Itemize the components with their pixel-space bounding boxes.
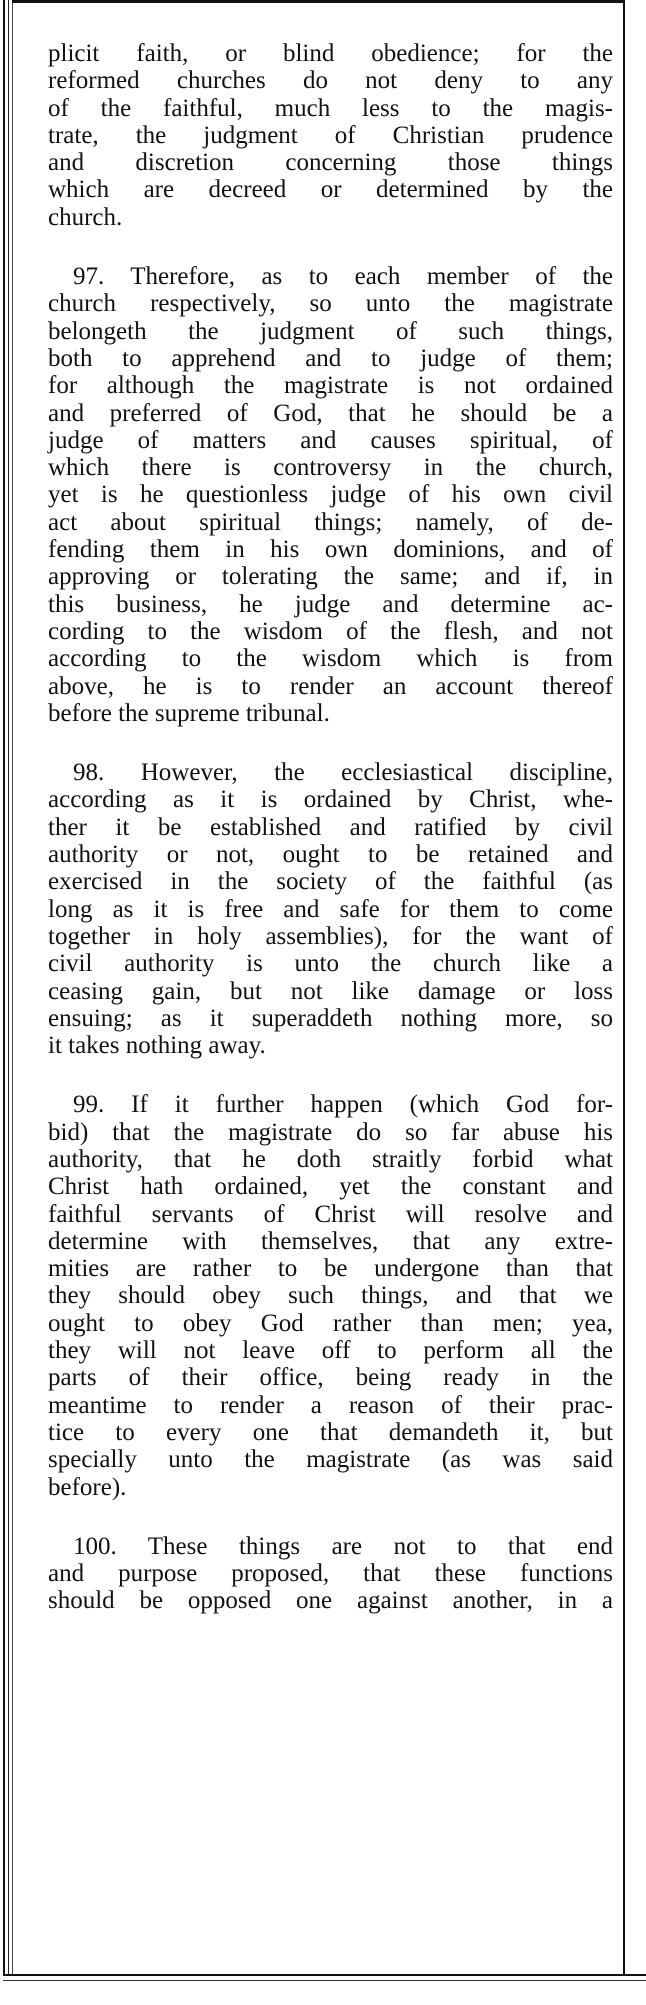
text-line: authority or not, ought to be retained and xyxy=(48,841,613,869)
text-line: 98. However, the ecclesiastical discipline, xyxy=(73,759,613,787)
paragraph-99 xyxy=(48,1091,613,1500)
text-line: ceasing gain, but not like damage or loss xyxy=(48,977,613,1005)
text-line: they will not leave off to perform all the xyxy=(48,1337,613,1365)
text-line: parts of their office, being ready in the xyxy=(48,1364,613,1392)
text-line: plicit faith, or blind obedience; for the xyxy=(48,40,613,67)
text-line: ought to obey God rather than men; yea, xyxy=(48,1309,613,1337)
text-line: for although the magistrate is not ordained xyxy=(48,372,613,400)
text-line: mities are rather to be undergone than that xyxy=(48,1255,613,1283)
text-line: judge of matters and causes spiritual, of xyxy=(48,426,613,454)
paragraph-98 xyxy=(48,759,613,1059)
text-line: 99. If it further happen (which God for- xyxy=(73,1091,613,1119)
text-line: specially unto the magistrate (as was said xyxy=(48,1446,613,1474)
text-line: church. xyxy=(48,203,123,231)
text-line: tice to every one that demandeth it, but xyxy=(48,1418,613,1446)
text-line: Christ hath ordained, yet the constant and xyxy=(48,1173,613,1201)
bottom-border-rule-thin xyxy=(3,1980,646,1981)
text-line: before the supreme tribunal. xyxy=(48,699,330,727)
text-line: authority, that he doth straitly forbid what xyxy=(48,1145,613,1173)
text-line: and purpose proposed, that these functions xyxy=(48,1560,613,1588)
text-line: ensuing; as it superaddeth nothing more, so xyxy=(48,1004,613,1032)
text-line: should be opposed one against another, in a xyxy=(48,1587,613,1615)
text-line: this business, he judge and determine ac- xyxy=(48,590,613,618)
text-line: of the faithful, much less to the magis- xyxy=(48,94,613,122)
text-line: belongeth the judgment of such things, xyxy=(48,317,613,345)
text-line: faithful servants of Christ will resolve and xyxy=(48,1200,613,1228)
text-line: it takes nothing away. xyxy=(48,1032,266,1060)
text-line: together in holy assemblies), for the want of xyxy=(48,922,613,950)
text-line: trate, the judgment of Christian prudence xyxy=(48,121,613,149)
text-line: civil authority is unto the church like a xyxy=(48,950,613,978)
right-border-rule xyxy=(623,0,625,1975)
text-line: exercised in the society of the faithful (as xyxy=(48,868,613,896)
text-line: 97. Therefore, as to each member of the xyxy=(73,263,613,291)
text-line: and discretion concerning those things xyxy=(48,149,613,177)
text-line: reformed churches do not deny to any xyxy=(48,67,613,95)
text-line: they should obey such things, and that we xyxy=(48,1282,613,1310)
text-line: bid) that the magistrate do so far abuse his xyxy=(48,1118,613,1146)
text-line: ther it be established and ratified by civil xyxy=(48,813,613,841)
text-line: which are decreed or determined by the xyxy=(48,176,613,204)
paragraph-continuation xyxy=(48,40,613,231)
text-line: which there is controversy in the church, xyxy=(48,454,613,482)
text-line: 100. These things are not to that end xyxy=(73,1532,613,1560)
paragraph-97 xyxy=(48,263,613,727)
text-line: cording to the wisdom of the flesh, and not xyxy=(48,617,613,645)
text-line: before). xyxy=(48,1473,127,1501)
text-line: church respectively, so unto the magistrate xyxy=(48,290,613,318)
text-line: and preferred of God, that he should be a xyxy=(48,399,613,427)
text-line: above, he is to render an account thereof xyxy=(48,672,613,700)
text-line: determine with themselves, that any extre- xyxy=(48,1227,613,1255)
text-line: both to apprehend and to judge of them; xyxy=(48,344,613,372)
paragraph-100 xyxy=(48,1533,613,1615)
text-line: meantime to render a reason of their prac- xyxy=(48,1391,613,1419)
left-border-rule-third xyxy=(12,0,13,1975)
bottom-border-rule xyxy=(3,1974,646,1976)
text-line: act about spiritual things; namely, of de- xyxy=(48,508,613,536)
text-column xyxy=(48,40,613,1615)
text-line: yet is he questionless judge of his own civil xyxy=(48,481,613,509)
left-border-rule-inner xyxy=(8,0,9,1975)
text-line: approving or tolerating the same; and if, in xyxy=(48,563,613,591)
text-line: long as it is free and safe for them to come xyxy=(48,895,613,923)
top-border-rule xyxy=(12,0,624,3)
text-line: fending them in his own dominions, and of xyxy=(48,536,613,564)
text-line: according as it is ordained by Christ, whe- xyxy=(48,786,613,814)
text-line: according to the wisdom which is from xyxy=(48,645,613,673)
left-border-rule-outer xyxy=(3,0,5,1975)
